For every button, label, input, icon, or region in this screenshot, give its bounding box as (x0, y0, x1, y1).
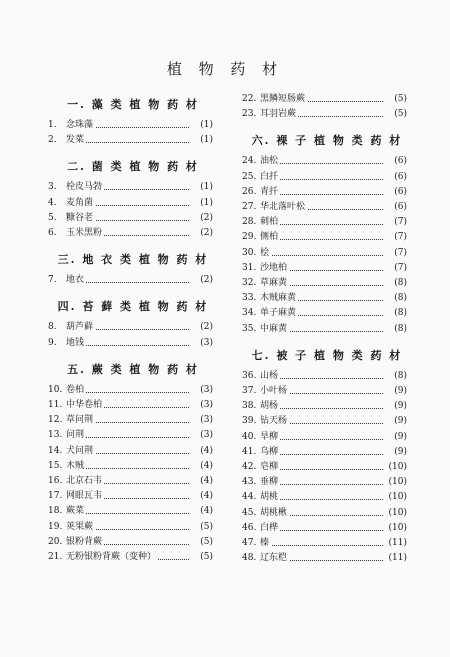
toc-entry (48, 399, 213, 412)
entry-page: (9) (394, 401, 407, 412)
entry-number: 19. (48, 521, 63, 532)
entry-number: 27. (242, 202, 257, 212)
entry-page: (4) (200, 445, 213, 456)
toc-entry (242, 507, 407, 520)
toc-entry (242, 323, 407, 336)
entry-page: (1) (200, 197, 213, 208)
entry-number: 22. (242, 94, 257, 104)
toc-entry (48, 551, 213, 564)
toc-entry (48, 274, 213, 287)
toc-entry (48, 227, 213, 240)
entry-name: 北京石韦 (66, 476, 103, 486)
entry-name: 旱柳 (260, 431, 279, 442)
entry-page: (5) (200, 521, 213, 532)
toc-entry (242, 201, 407, 214)
entry-number: 20. (48, 536, 63, 547)
entry-name: 白桦 (260, 522, 279, 533)
entry-page: (4) (200, 506, 213, 517)
entry-page: (7) (394, 262, 407, 273)
toc-entry (242, 461, 407, 474)
entry-page: (9) (394, 386, 407, 396)
toc-entry (242, 307, 407, 320)
entry-number: 12. (48, 415, 63, 426)
entry-name: 中麻黄 (260, 323, 288, 334)
toc-entry (242, 171, 407, 184)
entry-number: 21. (48, 552, 63, 562)
entry-page: (9) (394, 446, 407, 457)
entry-page: (6) (394, 171, 407, 182)
entry-number: 13. (48, 430, 63, 441)
entry-number: 5. (48, 212, 57, 223)
toc-entry (48, 490, 213, 503)
entry-number: 9. (48, 337, 57, 348)
section-heading: 二. 菌 类 植 物 药 材 (67, 160, 199, 174)
toc-entry (48, 337, 213, 350)
entry-number: 47. (242, 538, 257, 548)
toc-entry (242, 476, 407, 489)
entry-number: 48. (242, 553, 257, 564)
entry-page: (2) (200, 228, 213, 238)
entry-name: 桧 (260, 247, 270, 258)
entry-page: (10) (388, 522, 407, 533)
entry-number: 35. (242, 323, 257, 334)
toc-entry (242, 385, 407, 398)
entry-name: 单子麻黄 (260, 308, 297, 319)
entry-number: 33. (242, 293, 257, 304)
entry-name: 小叶杨 (260, 386, 288, 396)
toc-entry (48, 429, 213, 442)
entry-name: 中华卷柏 (66, 400, 103, 410)
entry-name: 银粉背蕨 (66, 536, 103, 547)
toc-entry (242, 522, 407, 535)
entry-page: (8) (394, 278, 407, 288)
toc-entry (48, 505, 213, 518)
entry-name: 刺柏 (260, 217, 279, 228)
entry-name: 蕨菜 (66, 506, 85, 517)
entry-page: (3) (200, 337, 213, 348)
entry-page: (4) (200, 491, 213, 502)
entry-number: 18. (48, 506, 63, 517)
entry-number: 14. (48, 445, 63, 456)
entry-page: (3) (200, 400, 213, 410)
entry-page: (4) (200, 460, 213, 471)
entry-page: (10) (388, 507, 407, 518)
page-title: 植 物 药 材 (166, 60, 284, 78)
entry-page: (10) (388, 477, 407, 488)
entry-number: 30. (242, 247, 257, 258)
toc-entry (242, 537, 407, 550)
toc-entry (48, 181, 213, 194)
entry-name: 油松 (260, 156, 279, 167)
entry-name: 问荆 (66, 430, 85, 441)
toc-entry (242, 186, 407, 199)
toc-entry (48, 197, 213, 210)
entry-name: 糠谷老 (66, 212, 94, 223)
entry-name: 胡桃楸 (260, 507, 288, 518)
entry-name: 胡桃 (260, 492, 279, 503)
entry-page: (7) (394, 217, 407, 228)
toc-entry (48, 445, 213, 458)
entry-name: 胡杨 (260, 401, 279, 412)
toc-entry (48, 384, 213, 397)
toc-entry (242, 415, 407, 428)
entry-number: 38. (242, 401, 257, 412)
toc-entry (48, 134, 213, 147)
entry-name: 荚果蕨 (66, 521, 94, 532)
entry-page: (8) (394, 293, 407, 304)
entry-page: (2) (200, 212, 213, 223)
entry-page: (5) (200, 552, 213, 562)
entry-number: 24. (242, 156, 257, 167)
entry-number: 4. (48, 197, 57, 208)
entry-name: 栓皮马勃 (66, 182, 103, 193)
section-heading: 五. 蕨 类 植 物 药 材 (67, 362, 199, 376)
entry-page: (1) (200, 120, 213, 130)
entry-name: 垂柳 (260, 477, 279, 488)
entry-page: (5) (200, 536, 213, 547)
section-heading: 一. 藻 类 植 物 药 材 (67, 98, 199, 111)
entry-number: 36. (242, 370, 257, 381)
entry-number: 40. (242, 431, 257, 442)
entry-name: 葫芦藓 (66, 322, 94, 333)
entry-name: 皂柳 (260, 462, 279, 472)
entry-name: 草问荆 (66, 415, 94, 426)
entry-number: 23. (242, 109, 257, 120)
toc-entry (242, 491, 407, 504)
toc-entry (242, 552, 407, 565)
toc-entry (242, 292, 407, 305)
entry-name: 卷柏 (66, 384, 85, 395)
toc-entry (48, 212, 213, 225)
toc-entry (242, 262, 407, 275)
entry-name: 无粉银粉背蕨（变种） (66, 552, 157, 562)
entry-page: (10) (388, 492, 407, 503)
entry-number: 25. (242, 171, 257, 182)
entry-number: 11. (48, 400, 63, 410)
toc-entry (242, 108, 407, 121)
entry-page: (1) (200, 182, 213, 193)
toc-entry (242, 400, 407, 413)
entry-page: (3) (200, 384, 213, 395)
entry-page: (2) (200, 275, 213, 286)
toc-entry (242, 231, 407, 244)
entry-name: 榛 (260, 538, 270, 548)
entry-number: 44. (242, 492, 257, 503)
entry-name: 玉米黑粉 (66, 228, 103, 238)
entry-page: (5) (394, 109, 407, 120)
entry-number: 7. (48, 275, 57, 286)
entry-page: (2) (200, 322, 213, 333)
entry-number: 2. (48, 135, 57, 146)
toc-entry (48, 536, 213, 549)
entry-number: 15. (48, 460, 63, 471)
entry-page: (3) (200, 430, 213, 441)
entry-number: 8. (48, 322, 57, 333)
entry-name: 青扦 (260, 186, 279, 197)
dot-leader (260, 255, 383, 256)
entry-page: (9) (394, 416, 407, 427)
toc-entry (48, 321, 213, 334)
toc-entry (242, 155, 407, 168)
toc-entry (48, 521, 213, 534)
entry-page: (1) (200, 135, 213, 146)
toc-entry (242, 431, 407, 444)
toc-entry (48, 460, 213, 473)
toc-entry (48, 475, 213, 488)
toc-entry (242, 446, 407, 459)
entry-number: 39. (242, 416, 257, 427)
entry-number: 29. (242, 232, 257, 243)
entry-page: (11) (388, 538, 407, 548)
section-heading: 七. 被 子 植 物 类 药 材 (251, 348, 403, 362)
entry-name: 白扦 (260, 171, 279, 182)
entry-number: 6. (48, 228, 57, 238)
entry-number: 31. (242, 262, 257, 273)
entry-page: (8) (394, 370, 407, 381)
entry-name: 钻天杨 (260, 416, 288, 427)
toc-entry (48, 414, 213, 427)
entry-page: (9) (394, 431, 407, 442)
entry-page: (8) (394, 323, 407, 334)
entry-number: 26. (242, 186, 257, 197)
toc-entry (242, 216, 407, 229)
entry-page: (5) (394, 94, 407, 104)
entry-name: 侧柏 (260, 232, 279, 243)
entry-page: (7) (394, 232, 407, 243)
entry-number: 1. (48, 120, 57, 130)
entry-name: 地衣 (66, 275, 85, 286)
section-heading: 三. 地 衣 类 植 物 药 材 (57, 253, 209, 267)
entry-page: (4) (200, 476, 213, 486)
entry-page: (6) (394, 202, 407, 212)
entry-number: 34. (242, 308, 257, 319)
entry-name: 辽东桤 (260, 553, 288, 564)
entry-page: (3) (200, 415, 213, 426)
entry-number: 41. (242, 446, 257, 457)
entry-name: 黑鳞短肠蕨 (260, 94, 306, 104)
entry-page: (7) (394, 247, 407, 258)
toc-entry (242, 370, 407, 383)
entry-name: 麦角菌 (66, 197, 94, 208)
entry-number: 28. (242, 217, 257, 228)
entry-page: (10) (388, 462, 407, 472)
entry-name: 地钱 (66, 337, 85, 348)
entry-page: (11) (388, 553, 407, 564)
entry-number: 42. (242, 462, 257, 472)
toc-entry (242, 247, 407, 260)
entry-number: 10. (48, 384, 63, 395)
entry-page: (6) (394, 186, 407, 197)
toc-entry (242, 277, 407, 290)
entry-number: 32. (242, 278, 257, 288)
entry-number: 46. (242, 522, 257, 533)
entry-name: 山杨 (260, 370, 279, 381)
entry-name: 沙地柏 (260, 262, 288, 273)
entry-name: 草麻黄 (260, 278, 288, 288)
entry-name: 发菜 (66, 135, 85, 146)
entry-name: 乌柳 (260, 446, 279, 457)
entry-number: 17. (48, 491, 63, 502)
entry-number: 45. (242, 507, 257, 518)
section-heading: 六. 裸 子 植 物 类 药 材 (251, 134, 403, 148)
dot-leader (260, 545, 383, 546)
entry-name: 念珠藻 (66, 120, 94, 130)
entry-name: 木贼麻黄 (260, 293, 297, 304)
entry-number: 37. (242, 386, 257, 396)
entry-number: 43. (242, 477, 257, 488)
toc-entry (48, 119, 213, 132)
entry-name: 木贼 (66, 460, 85, 471)
entry-number: 16. (48, 476, 63, 486)
entry-number: 3. (48, 182, 57, 193)
entry-name: 犬问荆 (66, 445, 94, 456)
entry-name: 网眼瓦韦 (66, 491, 103, 502)
entry-page: (8) (394, 308, 407, 319)
entry-page: (6) (394, 156, 407, 167)
entry-name: 华北落叶松 (260, 202, 306, 212)
toc-entry (242, 93, 407, 106)
entry-name: 耳羽岩蕨 (260, 109, 297, 120)
section-heading: 四. 苔 藓 类 植 物 药 材 (57, 300, 209, 314)
